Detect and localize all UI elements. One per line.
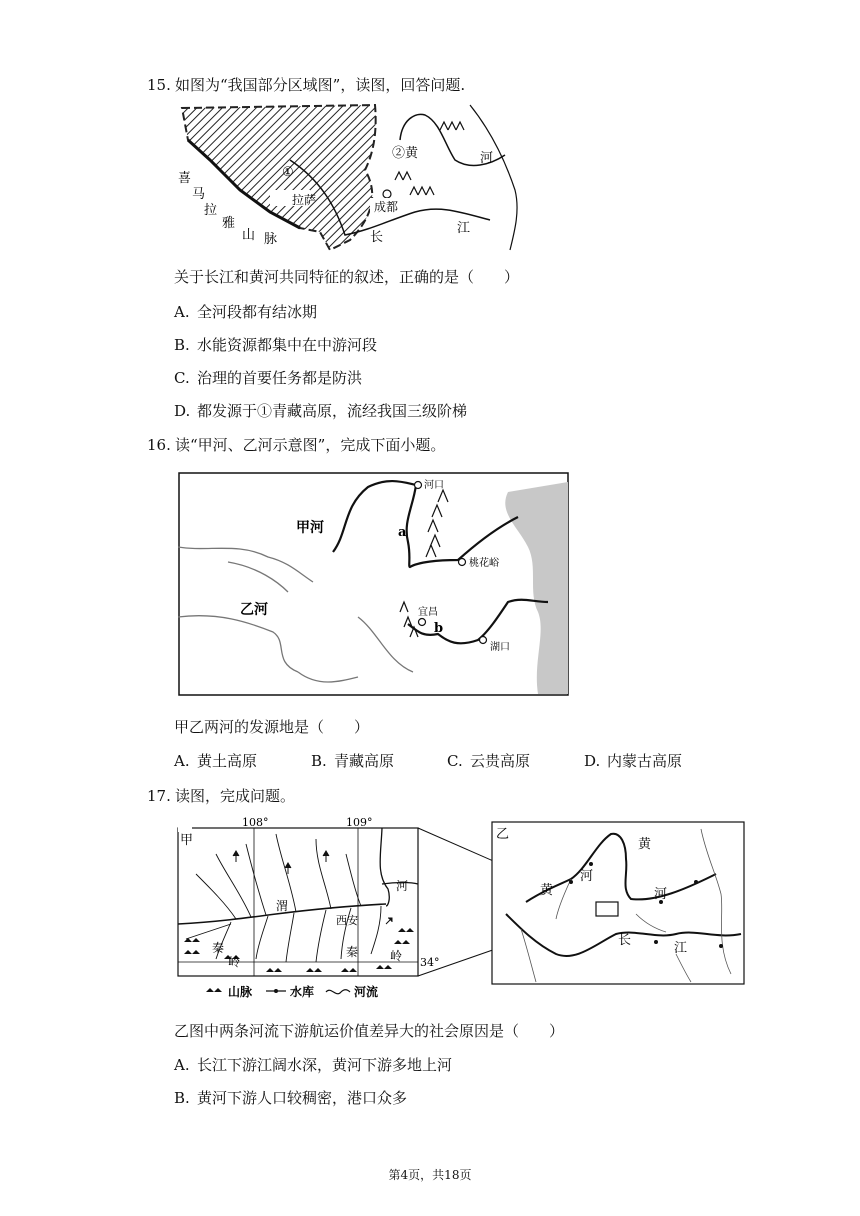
q16-option-a[interactable]: A. 黄土高原 bbox=[174, 752, 258, 770]
q17-stem: 乙图中两条河流下游航运价值差异大的社会原因是（ ） bbox=[174, 1022, 565, 1040]
q17-option-b[interactable]: B. 黄河下游人口较稠密，港口众多 bbox=[174, 1089, 408, 1107]
label-he: 河 bbox=[480, 151, 494, 166]
label-xian: 西安 bbox=[336, 914, 358, 927]
chengdu-dot bbox=[383, 190, 391, 198]
label-himalaya-6: 脉 bbox=[264, 232, 278, 247]
q16-stem: 甲乙两河的发源地是（ ） bbox=[174, 718, 370, 736]
label-jia: 甲 bbox=[180, 833, 194, 848]
label-qin2: 秦 bbox=[346, 945, 359, 959]
yichang-dot bbox=[419, 619, 426, 626]
question-number: 16. bbox=[147, 436, 171, 454]
label-lon-109: 109° bbox=[346, 816, 373, 829]
q16-map bbox=[178, 472, 570, 698]
question-number: 17. bbox=[147, 787, 171, 805]
q16-option-c[interactable]: C. 云贵高原 bbox=[447, 752, 531, 770]
q15-option-b[interactable]: B. 水能资源都集中在中游河段 bbox=[174, 336, 378, 354]
label-chengdu: 成都 bbox=[374, 200, 399, 214]
label-circle2-huang: ②黄 bbox=[392, 146, 419, 161]
label-yi-he2: 河 bbox=[654, 887, 668, 902]
label-yi-chang: 长 bbox=[618, 933, 632, 948]
label-yi-jiang: 江 bbox=[674, 941, 688, 956]
question-text: 读“甲河、乙河示意图”，完成下面小题。 bbox=[175, 436, 446, 454]
label-yi: 乙 bbox=[496, 827, 510, 842]
page-footer: 第4页，共18页 bbox=[388, 1168, 472, 1182]
label-yihe: 乙河 bbox=[240, 602, 268, 618]
label-hukou: 湖口 bbox=[490, 642, 510, 653]
label-himalaya-3: 拉 bbox=[204, 203, 218, 218]
label-yi-huang2: 黄 bbox=[540, 883, 554, 898]
label-himalaya-5: 山 bbox=[242, 228, 256, 243]
hukou-dot bbox=[480, 637, 487, 644]
q15-option-a[interactable]: A. 全河段都有结冰期 bbox=[174, 303, 318, 321]
label-wei: 渭 bbox=[276, 899, 289, 913]
legend bbox=[206, 984, 378, 999]
question-number: 15. bbox=[147, 76, 171, 94]
label-chang: 长 bbox=[370, 230, 384, 245]
label-yi-he1: 河 bbox=[580, 869, 594, 884]
label-jiahe: 甲河 bbox=[296, 520, 324, 536]
label-ling2: 岭 bbox=[390, 949, 403, 963]
q17-option-a[interactable]: A. 长江下游江阔水深，黄河下游多地上河 bbox=[174, 1056, 453, 1074]
question-16-header bbox=[147, 434, 445, 455]
q15-option-c[interactable]: C. 治理的首要任务都是防洪 bbox=[174, 369, 363, 387]
label-himalaya-4: 雅 bbox=[222, 216, 236, 231]
label-a: a bbox=[398, 525, 407, 540]
question-text: 如图为“我国部分区域图”，读图，回答问题. bbox=[175, 76, 466, 94]
label-ling: 岭 bbox=[228, 955, 241, 969]
question-text: 读图，完成问题。 bbox=[175, 787, 296, 805]
legend-mountain: 山脉 bbox=[228, 985, 253, 999]
label-jiang: 江 bbox=[457, 221, 471, 236]
q15-stem: 关于长江和黄河共同特征的叙述，正确的是（ ） bbox=[174, 268, 520, 286]
label-yichang: 宜昌 bbox=[418, 607, 438, 618]
question-15-header bbox=[147, 74, 465, 95]
label-lhasa: 拉萨 bbox=[292, 193, 317, 207]
legend-reservoir: 水库 bbox=[290, 985, 315, 999]
q15-option-d[interactable]: D. 都发源于①青藏高原，流经我国三级阶梯 bbox=[174, 402, 468, 420]
label-yi-huang1: 黄 bbox=[638, 837, 652, 852]
label-taohuayu: 桃花峪 bbox=[469, 558, 499, 569]
label-himalaya-1: 喜 bbox=[178, 171, 192, 186]
label-jia-he: 河 bbox=[396, 879, 409, 893]
question-17-header bbox=[147, 785, 295, 806]
label-qin: 秦 bbox=[212, 941, 225, 955]
label-circle1: ① bbox=[282, 165, 294, 180]
q16-option-d[interactable]: D. 内蒙古高原 bbox=[584, 752, 683, 770]
label-lat-34: 34° bbox=[420, 956, 440, 969]
q16-option-b[interactable]: B. 青藏高原 bbox=[311, 752, 395, 770]
label-lon-108: 108° bbox=[242, 816, 269, 829]
qinghai-tibet-plateau-area bbox=[182, 105, 376, 250]
label-hekou: 河口 bbox=[424, 480, 444, 491]
label-himalaya-2: 马 bbox=[192, 187, 206, 202]
label-b: b bbox=[434, 621, 444, 636]
q17-maps bbox=[176, 814, 748, 1004]
coast-line bbox=[470, 105, 517, 250]
q15-map bbox=[170, 100, 530, 255]
taohuayu-dot bbox=[459, 559, 466, 566]
hekou-dot bbox=[415, 482, 422, 489]
legend-river: 河流 bbox=[354, 985, 379, 999]
